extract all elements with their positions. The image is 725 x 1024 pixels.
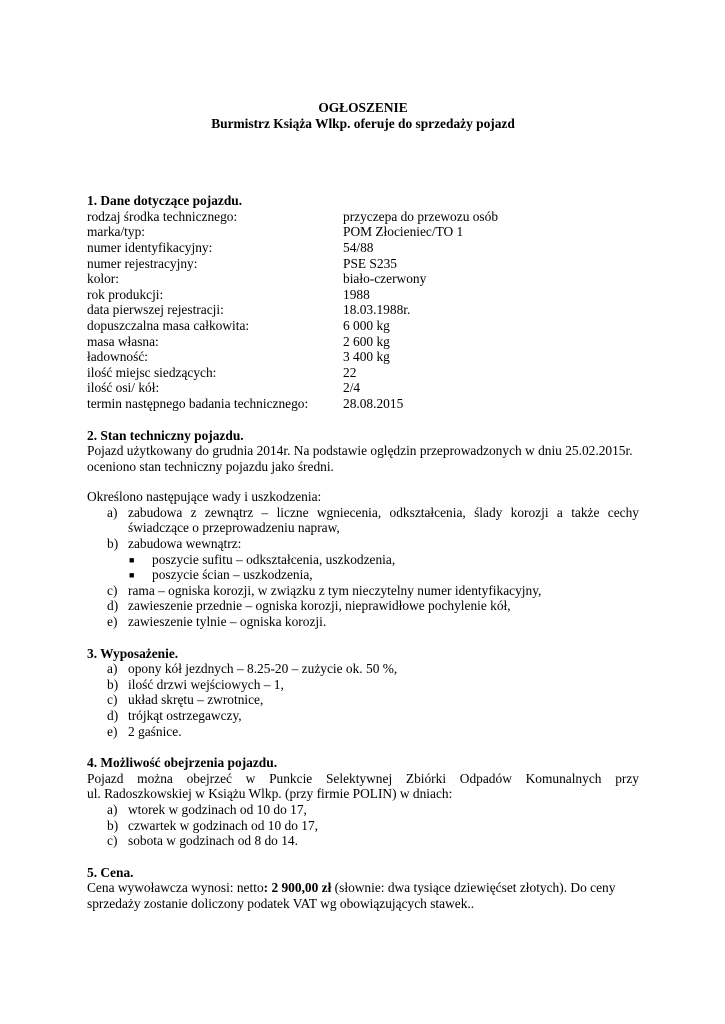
section-heading: 1. Dane dotyczące pojazdu. [87,193,243,209]
section-vehicle-data [87,193,639,411]
spec-value: 1988 [343,286,370,302]
spec-label: numer rejestracyjny: [87,255,198,271]
spec-label: ilość miejsc siedzących: [87,364,217,380]
spec-value: biało-czerwony [343,271,427,287]
list-marker: c) [107,582,118,598]
list-item-text: opony kół jezdnych – 8.25-20 – zużycie ok. 50 %, [128,661,398,677]
inspection-days-list [87,802,639,849]
list-item-text: zawieszenie tylnie – ogniska korozji. [128,614,327,630]
page-title: OGŁOSZENIE [318,100,408,115]
paragraph-line: Pojazd można obejrzeć w Punkcie Selektywnej Zbiórki Odpadów Komunalnych przy [87,770,639,786]
equipment-list [87,661,639,739]
spec-label: ilość osi/ kół: [87,380,160,396]
table-row [87,224,639,240]
table-row [87,380,639,396]
paragraph-line: ul. Radoszkowskiej w Książu Wlkp. (przy firmie POLIN) w dniach: [87,786,453,802]
list-marker: b) [107,676,119,692]
spec-value: PSE S235 [343,255,397,271]
list-item [87,567,639,583]
spec-label: termin następnego badania technicznego: [87,395,309,411]
defects-list-cont [87,583,639,630]
price-label: Cena wywoławcza wynosi: netto [87,880,264,896]
page-subtitle: Burmistrz Książa Wlkp. oferuje do sprzedaży pojazd [211,115,515,131]
section-heading: 2. Stan techniczny pojazdu. [87,427,244,443]
list-item [87,552,639,568]
list-item-text: rama – ogniska korozji, w związku z tym nieczytelny numer identyfikacyjny, [128,582,542,598]
list-item [87,708,639,724]
list-marker: e) [107,723,118,739]
section-price [87,865,639,912]
list-marker: d) [107,598,119,614]
list-item [87,614,639,630]
spec-value: 54/88 [343,239,374,255]
spec-value: 18.03.1988r. [343,302,411,318]
list-marker: e) [107,614,118,630]
list-marker: c) [107,692,118,708]
spec-label: rok produkcji: [87,286,164,302]
interior-sublist [87,552,639,583]
table-row [87,209,639,225]
document-page [87,100,639,912]
price-value: : 2 900,00 zł [263,880,332,896]
list-item [87,598,639,614]
price-line [87,880,639,896]
spec-label: numer identyfikacyjny: [87,239,213,255]
table-row [87,318,639,334]
spec-value: 2/4 [343,380,361,396]
list-item-text: układ skrętu – zwrotnice, [128,692,264,708]
table-row [87,334,639,350]
list-item-text: czwartek w godzinach od 10 do 17, [128,817,319,833]
list-marker: a) [107,661,118,677]
table-row [87,240,639,256]
list-item-text: zabudowa z zewnątrz – liczne wgniecenia, odkształcenia, ślady korozji a także cechy [128,504,639,520]
section-equipment [87,646,639,740]
list-item [87,505,639,536]
spec-label: data pierwszej rejestracji: [87,302,224,318]
list-item [87,583,639,599]
list-marker: d) [107,708,119,723]
list-marker: a) [107,504,118,520]
list-item-text: poszycie ścian – uszkodzenia, [152,567,313,583]
vehicle-spec-table [87,209,639,412]
list-item [87,802,639,818]
spec-value: 3 400 kg [343,349,390,365]
list-item-text: świadczące o przeprowadzeniu napraw, [128,520,340,536]
list-marker: b) [107,536,119,552]
square-bullet-icon: ■ [129,554,135,565]
list-item-text: 2 gaśnice. [128,723,182,739]
paragraph-line: Pojazd użytkowany do grudnia 2014r. Na podstawie oględzin przeprowadzonych w dniu 25.02.2015r. [87,443,633,459]
defects-intro: Określono następujące wady i uszkodzenia: [87,489,322,505]
spec-label: rodzaj środka technicznego: [87,208,238,224]
paragraph-line: sprzedaży zostanie doliczony podatek VAT wg obowiązujących stawek.. [87,895,475,911]
list-item-text: trójkąt ostrzegawczy, [128,708,242,723]
list-marker: a) [107,801,118,817]
list-item [87,536,639,552]
spec-value: 2 600 kg [343,333,390,349]
table-row [87,349,639,365]
list-item [87,692,639,708]
section-inspection [87,755,639,849]
list-item-text: wtorek w godzinach od 10 do 17, [128,801,307,817]
section-heading: 3. Wyposażenie. [87,645,179,661]
paragraph-line: oceniono stan techniczny pojazdu jako średni. [87,458,334,474]
spec-value: POM Złocieniec/TO 1 [343,224,464,240]
section-heading: 5. Cena. [87,864,134,880]
spec-value: 6 000 kg [343,317,390,333]
table-row [87,396,639,412]
table-row [87,256,639,272]
list-item [87,661,639,677]
price-words: (słownie: dwa tysiące dziewięćset złotych). Do ceny [331,880,616,896]
spec-value: 28.08.2015 [343,395,404,411]
list-item [87,818,639,834]
spec-value: przyczepa do przewozu osób [343,208,499,224]
list-item-text: sobota w godzinach od 8 do 14. [128,833,298,849]
list-item-text: ilość drzwi wejściowych – 1, [128,676,284,692]
section-heading: 4. Możliwość obejrzenia pojazdu. [87,755,278,771]
list-item-text: zawieszenie przednie – ogniska korozji, nieprawidłowe pochylenie kół, [128,598,511,614]
spec-label: masa własna: [87,333,159,349]
table-row [87,287,639,303]
spec-label: ładowność: [87,349,148,365]
section-technical-condition [87,428,639,630]
list-item [87,677,639,693]
table-row [87,271,639,287]
spec-label: dopuszczalna masa całkowita: [87,317,250,333]
list-item [87,724,639,740]
square-bullet-icon: ■ [129,570,135,581]
header [87,100,639,131]
list-item-text: zabudowa wewnątrz: [128,536,242,552]
spec-label: kolor: [87,271,119,287]
list-item [87,833,639,849]
spec-value: 22 [343,364,357,380]
defects-list [87,505,639,552]
table-row [87,365,639,381]
list-marker: b) [107,817,119,833]
table-row [87,302,639,318]
list-marker: c) [107,833,118,849]
spec-label: marka/typ: [87,224,146,240]
list-item-text: poszycie sufitu – odkształcenia, uszkodzenia, [152,551,396,567]
